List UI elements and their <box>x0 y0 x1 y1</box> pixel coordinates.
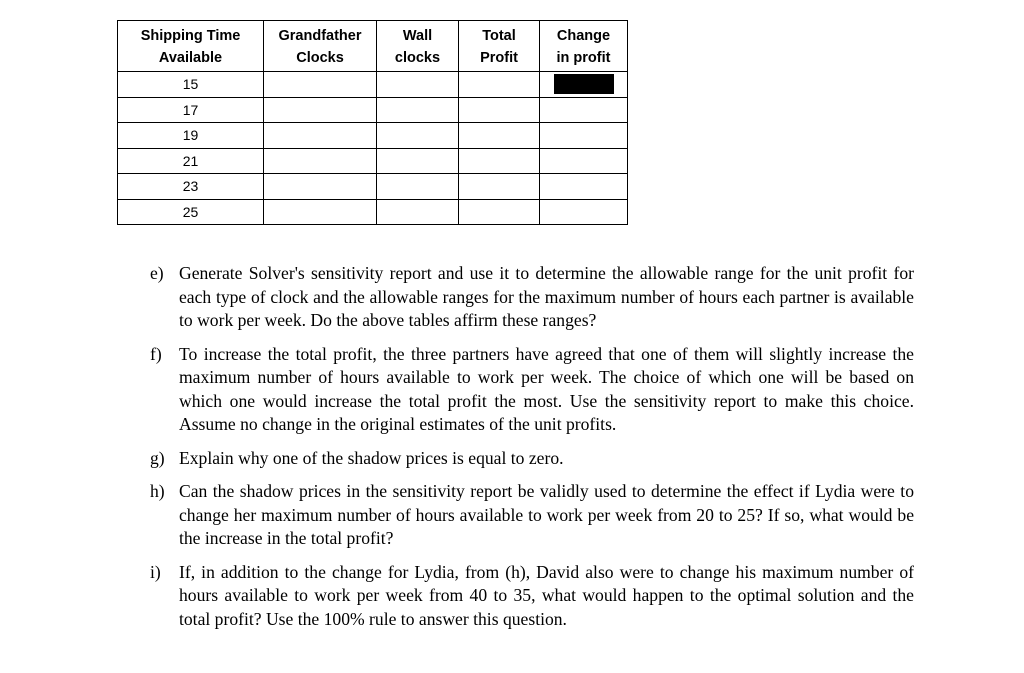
cell-total-profit <box>459 174 540 200</box>
header-line-1: Grandfather <box>278 27 362 44</box>
table-header-row <box>118 21 628 72</box>
table-row <box>118 199 628 225</box>
cell-shipping-time: 15 <box>118 72 264 98</box>
cell-shipping-time: 17 <box>118 97 264 123</box>
question-item <box>150 262 914 333</box>
header-line-1: Total <box>482 27 516 44</box>
header-total-profit <box>459 21 540 72</box>
header-wall-clocks <box>377 21 459 72</box>
cell-change-in-profit <box>540 148 628 174</box>
cell-total-profit <box>459 148 540 174</box>
cell-wall-clocks <box>377 97 459 123</box>
header-line-1: Wall <box>402 27 433 44</box>
cell-shipping-time: 25 <box>118 199 264 225</box>
table-row <box>118 174 628 200</box>
header-grandfather-clocks <box>264 21 377 72</box>
cell-grandfather-clocks <box>264 123 377 149</box>
cell-wall-clocks <box>377 199 459 225</box>
table-row <box>118 97 628 123</box>
cell-change-in-profit <box>540 97 628 123</box>
question-item <box>150 561 914 632</box>
header-line-2: Profit <box>480 49 518 66</box>
cell-grandfather-clocks <box>264 199 377 225</box>
question-item <box>150 447 914 471</box>
header-line-1: Shipping Time <box>140 27 241 44</box>
question-text: If, in addition to the change for Lydia, from (h), David also were to change his maximum number of hours available to work per week from 40 to 35, what would happen to the optimal solution and the total profit? Use the 100% rule to answer this question. <box>179 561 914 629</box>
question-label: i) <box>150 561 161 582</box>
question-text: To increase the total profit, the three partners have agreed that one of them will slightly increase the maximum number of hours available to work per week. The choice of which one will be based on which one would increase the total profit the most. Use the sensitivity report to make this choice. Assume no change in the original estimates of the unit profits. <box>179 343 914 434</box>
cell-wall-clocks <box>377 72 459 98</box>
cell-change-in-profit <box>540 72 628 98</box>
question-text: Generate Solver's sensitivity report and use it to determine the allowable range for the unit profit for each type of clock and the allowable ranges for the maximum number of hours each partner is available to work per week. Do the above tables affirm these ranges? <box>179 263 914 330</box>
header-shipping-time <box>118 21 264 72</box>
cell-shipping-time: 23 <box>118 174 264 200</box>
cell-change-in-profit <box>540 199 628 225</box>
cell-grandfather-clocks <box>264 174 377 200</box>
header-change-in-profit <box>540 21 628 72</box>
header-line-2: clocks <box>394 49 441 66</box>
cell-wall-clocks <box>377 123 459 149</box>
question-label: e) <box>150 263 164 283</box>
cell-total-profit <box>459 97 540 123</box>
header-line-2: in profit <box>556 49 611 66</box>
cell-wall-clocks <box>377 148 459 174</box>
cell-total-profit <box>459 123 540 149</box>
question-label: h) <box>150 481 165 501</box>
table-row <box>118 148 628 174</box>
header-line-1: Change <box>556 27 611 44</box>
question-text: Explain why one of the shadow prices is equal to zero. <box>179 447 564 468</box>
blacked-out-cell <box>554 74 614 94</box>
cell-shipping-time: 19 <box>118 123 264 149</box>
cell-grandfather-clocks <box>264 72 377 98</box>
cell-total-profit <box>459 199 540 225</box>
question-text: Can the shadow prices in the sensitivity report be validly used to determine the effect if Lydia were to change her maximum number of hours available to work per week from 20 to 25? If so, what would be the increase in the total profit? <box>179 481 914 548</box>
question-label: f) <box>150 343 162 364</box>
question-label: g) <box>150 447 165 468</box>
question-list <box>150 262 914 641</box>
shipping-profit-table <box>117 20 628 225</box>
table-row <box>118 123 628 149</box>
cell-shipping-time: 21 <box>118 148 264 174</box>
header-line-2: Clocks <box>296 49 344 66</box>
cell-grandfather-clocks <box>264 97 377 123</box>
cell-total-profit <box>459 72 540 98</box>
cell-wall-clocks <box>377 174 459 200</box>
question-item <box>150 480 914 551</box>
header-line-2: Available <box>158 49 223 66</box>
question-item <box>150 343 914 437</box>
cell-grandfather-clocks <box>264 148 377 174</box>
table-row <box>118 72 628 98</box>
cell-change-in-profit <box>540 123 628 149</box>
cell-change-in-profit <box>540 174 628 200</box>
